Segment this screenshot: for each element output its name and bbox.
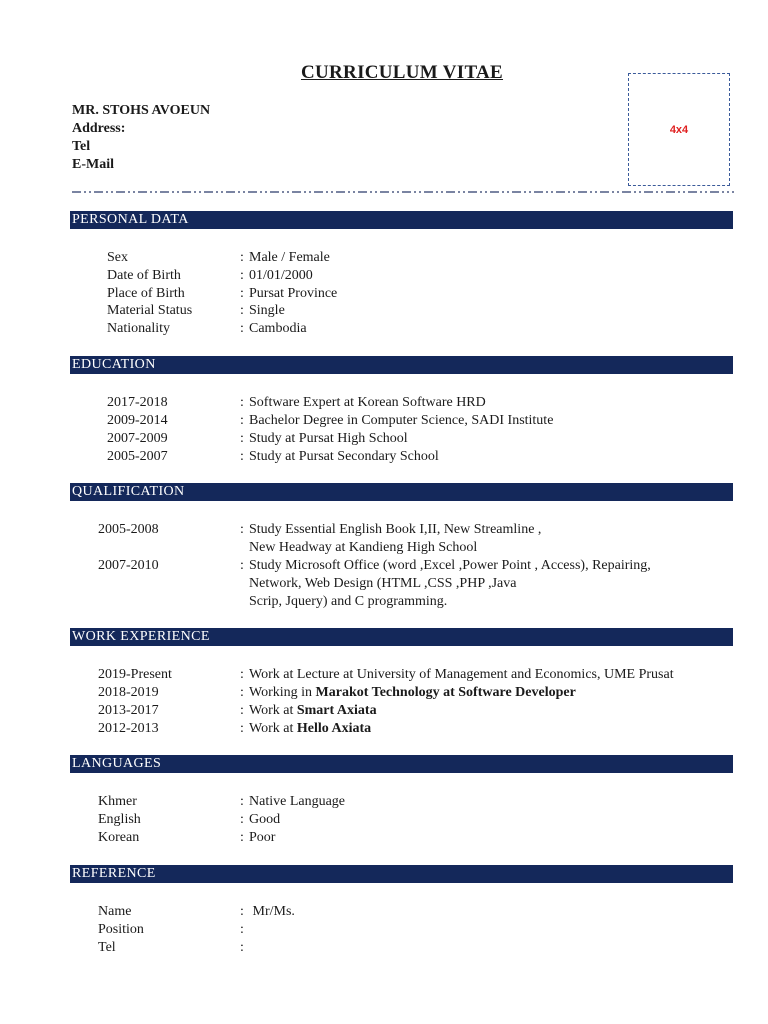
row-label: 2019-Present [98, 667, 172, 682]
cv-title: CURRICULUM VITAE [300, 62, 504, 83]
row-value: Study Microsoft Office (word ,Excel ,Power Point , Access), Repairing, [249, 558, 651, 573]
row-value: Single [249, 303, 285, 318]
row-value [249, 720, 371, 738]
row-label: 2012-2013 [98, 721, 159, 736]
row-value-text: Working in [249, 685, 316, 700]
row-value: Software Expert at Korean Software HRD [249, 395, 486, 410]
row-value-bold: Hello Axiata [296, 721, 372, 736]
tel-label: Tel [72, 139, 91, 154]
row-value: Mr/Ms. [249, 904, 295, 919]
row-colon: : [240, 667, 244, 682]
section-bar-work-experience: WORK EXPERIENCE [70, 628, 733, 646]
row-continuation: Scrip, Jquery) and C programming. [249, 594, 448, 609]
row-value: 01/01/2000 [249, 268, 313, 283]
row-value: Study at Pursat Secondary School [249, 449, 439, 464]
row-label: Place of Birth [107, 286, 185, 301]
row-colon: : [240, 286, 244, 301]
row-colon: : [240, 250, 244, 265]
row-value: Native Language [249, 794, 346, 809]
row-value [249, 702, 377, 720]
row-colon: : [240, 431, 244, 446]
row-value: Good [249, 812, 281, 827]
row-colon: : [240, 904, 244, 919]
row-colon: : [240, 812, 244, 827]
email-label: E-Mail [72, 157, 114, 172]
row-label: 2007-2009 [107, 431, 168, 446]
row-value: Bachelor Degree in Computer Science, SADI Institute [249, 413, 554, 428]
row-value: Study Essential English Book I,II, New Streamline , [249, 522, 542, 537]
section-bar-qualification: QUALIFICATION [70, 483, 733, 501]
section-bar-languages: LANGUAGES [70, 755, 733, 773]
photo-placeholder [628, 73, 730, 186]
row-colon: : [240, 395, 244, 410]
row-label: Name [98, 904, 132, 919]
row-label: Material Status [107, 303, 193, 318]
row-label: Korean [98, 830, 140, 845]
row-label: Khmer [98, 794, 137, 809]
row-value: Pursat Province [249, 286, 338, 301]
row-value [249, 684, 576, 702]
row-continuation: Network, Web Design (HTML ,CSS ,PHP ,Java [249, 576, 517, 591]
row-label: Position [98, 922, 144, 937]
row-label: 2009-2014 [107, 413, 168, 428]
row-value: Poor [249, 830, 276, 845]
row-value: Study at Pursat High School [249, 431, 408, 446]
row-colon: : [240, 413, 244, 428]
row-label: 2013-2017 [98, 703, 159, 718]
row-label: 2017-2018 [107, 395, 168, 410]
row-colon: : [240, 268, 244, 283]
photo-size-label: 4x4 [669, 123, 689, 136]
row-continuation: New Headway at Kandieng High School [249, 540, 478, 555]
row-label: 2005-2008 [98, 522, 159, 537]
row-label: Nationality [107, 321, 170, 336]
row-colon: : [240, 830, 244, 845]
row-colon: : [240, 558, 244, 573]
row-colon: : [240, 940, 244, 955]
row-label: 2005-2007 [107, 449, 168, 464]
row-label: Tel [98, 940, 116, 955]
row-label: Date of Birth [107, 268, 181, 283]
row-label: English [98, 812, 141, 827]
row-value-text: Work at [249, 703, 297, 718]
row-label: 2018-2019 [98, 685, 159, 700]
section-bar-reference: REFERENCE [70, 865, 733, 883]
row-value-text: Work at Lecture at University of Management and Economics, UME Prusat [249, 667, 674, 682]
row-colon: : [240, 522, 244, 537]
row-colon: : [240, 922, 244, 937]
row-value-bold: Smart Axiata [296, 703, 377, 718]
section-bar-personal-data: PERSONAL DATA [70, 211, 733, 229]
header-separator [72, 191, 734, 193]
row-colon: : [240, 685, 244, 700]
row-colon: : [240, 303, 244, 318]
row-value-text: Work at [249, 721, 297, 736]
address-label: Address: [72, 121, 126, 136]
row-label: 2007-2010 [98, 558, 159, 573]
row-colon: : [240, 321, 244, 336]
row-value-bold: Marakot Technology at Software Developer [315, 685, 576, 700]
row-colon: : [240, 449, 244, 464]
row-label: Sex [107, 250, 128, 265]
row-colon: : [240, 703, 244, 718]
row-colon: : [240, 721, 244, 736]
row-colon: : [240, 794, 244, 809]
person-name: MR. STOHS AVOEUN [72, 103, 211, 118]
row-value [249, 666, 674, 684]
row-value: Cambodia [249, 321, 307, 336]
header-info [72, 102, 210, 174]
section-bar-education: EDUCATION [70, 356, 733, 374]
row-value: Male / Female [249, 250, 330, 265]
